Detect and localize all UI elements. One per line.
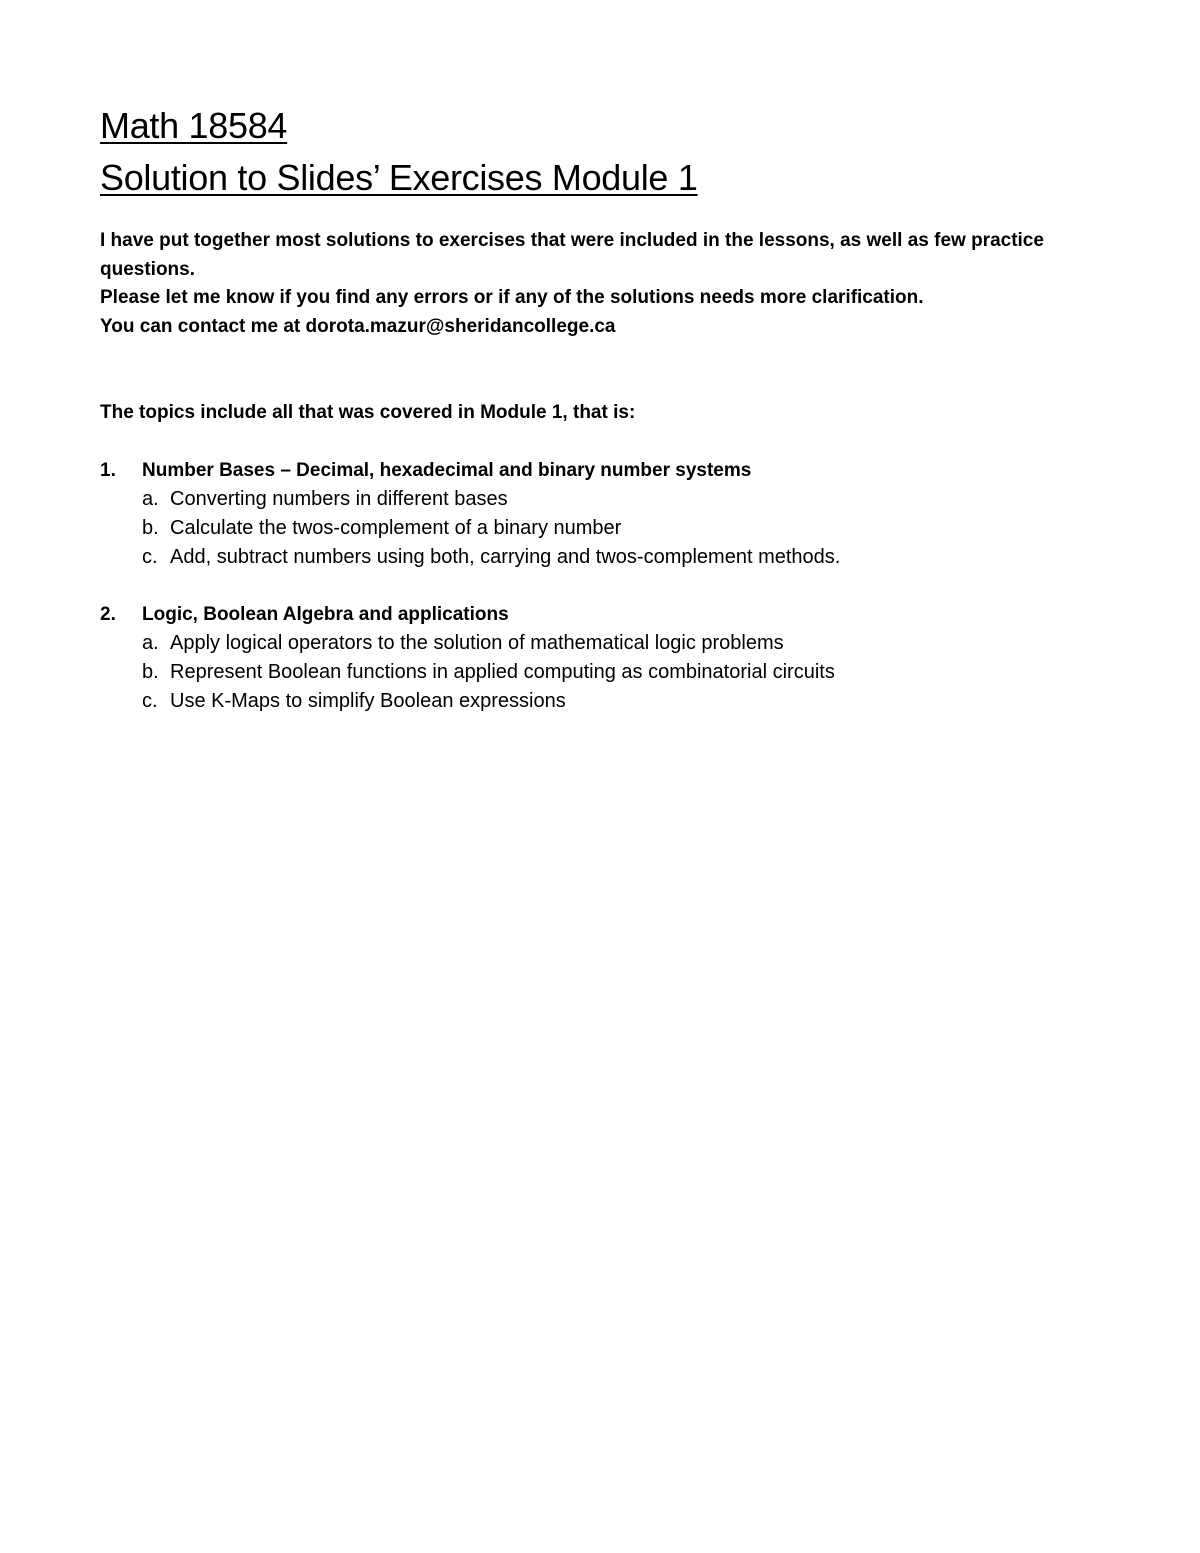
list-item — [100, 629, 1100, 658]
intro-paragraph — [100, 227, 1100, 341]
list-item-letter: a. — [142, 488, 159, 510]
list-item-text: Use K-Maps to simplify Boolean expressions — [170, 690, 566, 712]
list-item-letter: c. — [142, 546, 158, 568]
topic-label: Logic, Boolean Algebra and applications — [142, 604, 509, 625]
list-item-letter: b. — [142, 661, 159, 683]
topics-lead: The topics include all that was covered in Module 1, that is: — [100, 402, 636, 423]
list-item-text: Converting numbers in different bases — [170, 488, 508, 510]
list-item — [100, 485, 1100, 514]
topic-section — [100, 600, 1100, 716]
list-item — [100, 687, 1100, 716]
list-item — [100, 514, 1100, 543]
document-subtitle: Solution to Slides’ Exercises Module 1 — [100, 157, 698, 198]
topic-heading — [100, 600, 1100, 629]
course-title: Math 18584 — [100, 105, 288, 146]
document-title — [100, 100, 1100, 204]
list-item — [100, 543, 1100, 572]
list-item-text: Add, subtract numbers using both, carrying and twos-complement methods. — [170, 546, 841, 568]
list-item-letter: a. — [142, 632, 159, 654]
list-item-text: Represent Boolean functions in applied computing as combinatorial circuits — [170, 661, 835, 683]
list-item-text: Calculate the twos-complement of a binary number — [170, 517, 622, 539]
topic-heading — [100, 456, 1100, 485]
topic-section — [100, 456, 1100, 572]
topic-number: 1. — [100, 460, 116, 481]
intro-line: I have put together most solutions to exercises that were included in the lessons, as well as few practice questions. — [100, 230, 1044, 280]
list-item-text: Apply logical operators to the solution of mathematical logic problems — [170, 632, 784, 654]
topic-label: Number Bases – Decimal, hexadecimal and binary number systems — [142, 460, 752, 481]
topic-number: 2. — [100, 604, 116, 625]
contact-line: You can contact me at dorota.mazur@sheridancollege.ca — [100, 315, 616, 337]
list-item-letter: b. — [142, 517, 159, 539]
list-item — [100, 658, 1100, 687]
list-item-letter: c. — [142, 690, 158, 712]
intro-line: Please let me know if you find any errors or if any of the solutions needs more clarification. — [100, 287, 924, 308]
